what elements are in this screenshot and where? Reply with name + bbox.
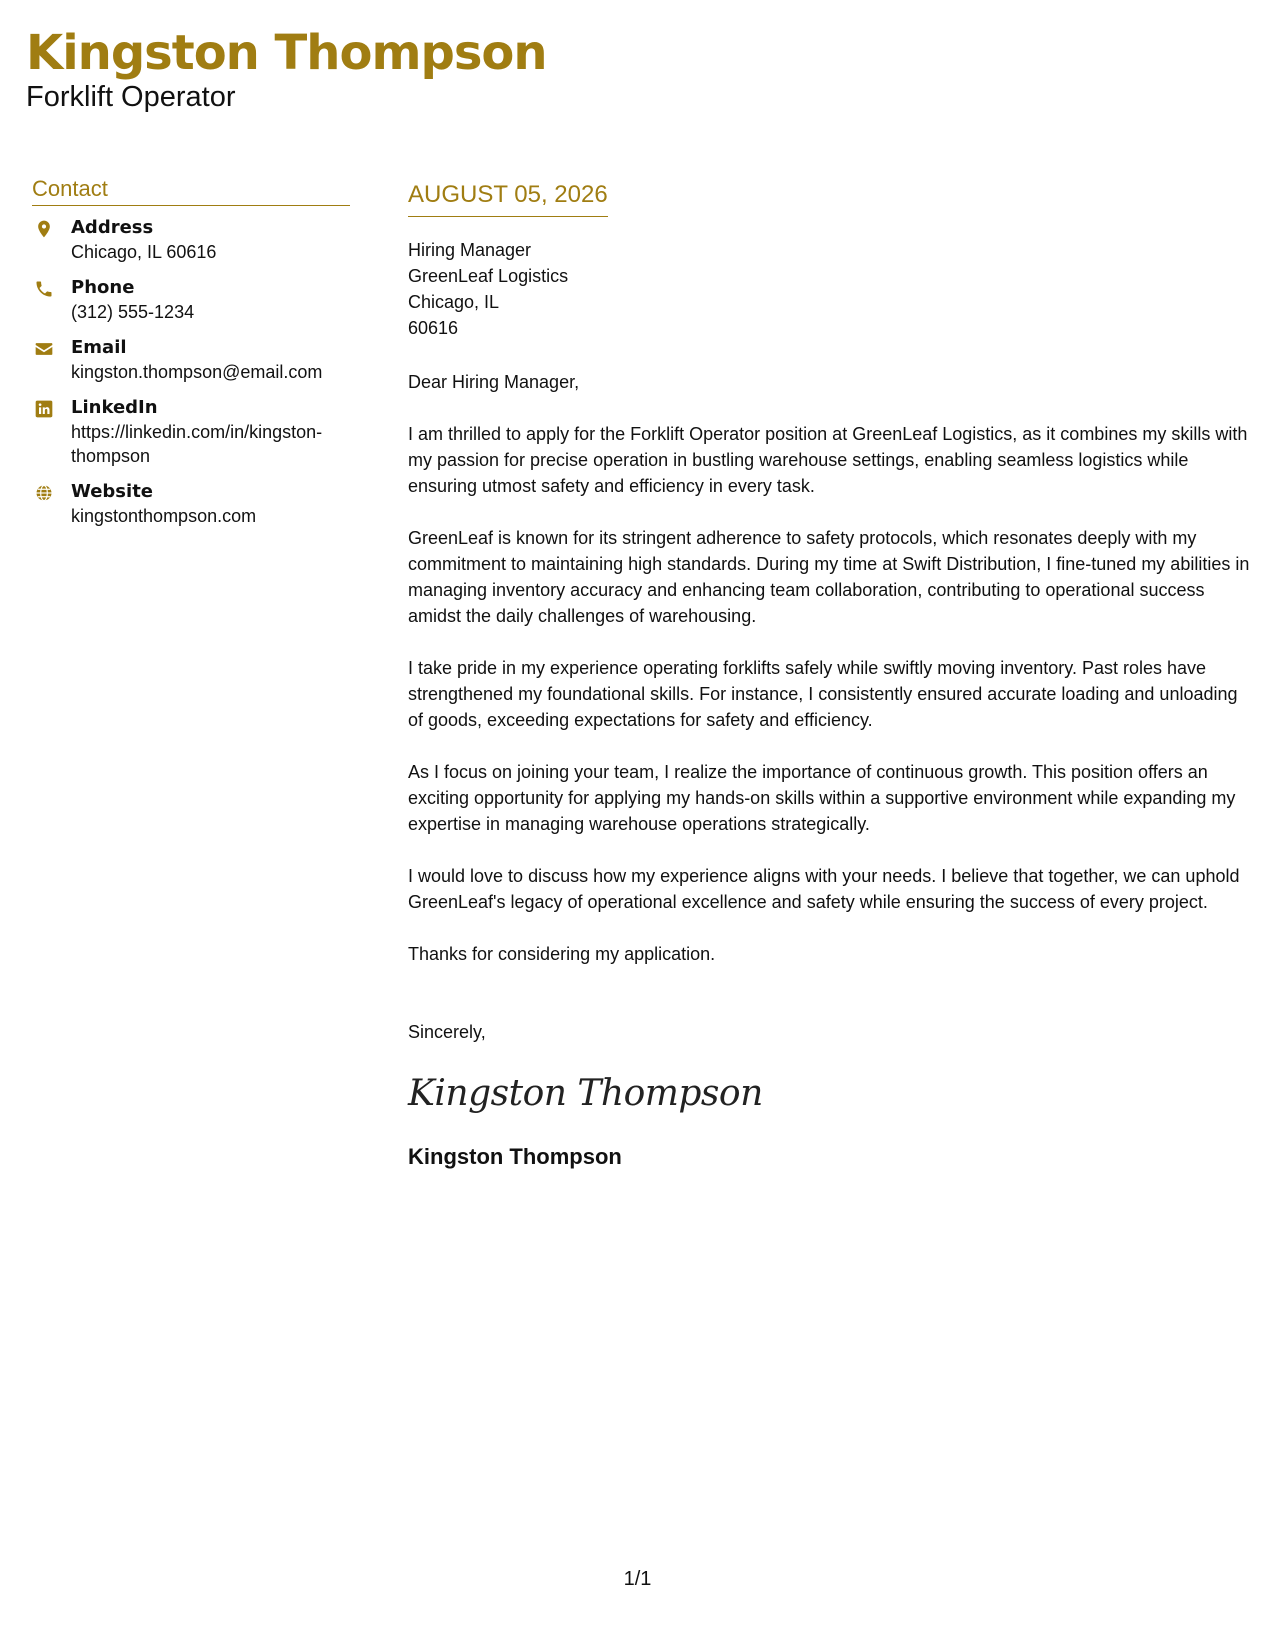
body-paragraph: I am thrilled to apply for the Forklift Operator position at GreenLeaf Logistics, as it combines my skills with my passion for precise operation in bustling warehouse settings, enabling seamless logistics while ensuring utmost safety and efficiency in every task. (408, 424, 1248, 496)
website-link[interactable]: kingstonthompson.com (71, 506, 257, 526)
body-paragraph: I would love to discuss how my experience aligns with your needs. I believe that together, we can uphold GreenLeaf's legacy of operational excellence and safety while ensuring the success of every project. (408, 866, 1240, 912)
letter-header (26, 24, 547, 114)
signer-name: Kingston Thompson (408, 1144, 622, 1169)
recipient-line: Chicago, IL (408, 292, 500, 312)
contact-value: Chicago, IL 60616 (71, 242, 217, 262)
contact-label: Address (71, 217, 154, 238)
globe-icon (32, 481, 56, 505)
body-paragraph: GreenLeaf is known for its stringent adherence to safety protocols, which resonates deeply with my commitment to maintaining high standards. During my time at Swift Distribution, I fine-tuned my abilities in managing inventory accuracy and enhancing team collaboration, contributing to operational success amidst the daily challenges of warehousing. (408, 528, 1250, 626)
page-number: 1/1 (623, 1568, 652, 1590)
contact-heading: Contact (32, 176, 350, 206)
salutation: Dear Hiring Manager, (408, 372, 580, 392)
contact-label: Email (71, 337, 127, 358)
map-pin-icon (32, 217, 56, 241)
body-paragraph: I take pride in my experience operating forklifts safely while swiftly moving inventory. Past roles have strengthened my foundational skills. For instance, I consistently ensured accurate loading and unloading of goods, exceeding expectations for safety and efficiency. (408, 658, 1238, 730)
recipient-block (408, 237, 1250, 341)
contact-email (32, 336, 350, 384)
contact-phone (32, 276, 350, 324)
contact-list (32, 216, 350, 528)
linkedin-link[interactable]: https://linkedin.com/in/kingston-thompson (71, 422, 323, 466)
letter-date: AUGUST 05, 2026 (408, 180, 608, 217)
contact-value: (312) 555-1234 (71, 302, 195, 322)
contact-label: LinkedIn (71, 397, 158, 418)
email-link[interactable]: kingston.thompson@email.com (71, 362, 323, 382)
signoff: Sincerely, (408, 1022, 486, 1042)
applicant-name: Kingston Thompson (26, 25, 547, 81)
handwritten-signature: Kingston Thompson (408, 1073, 763, 1114)
recipient-line: 60616 (408, 318, 459, 338)
job-title: Forklift Operator (26, 81, 236, 113)
body-paragraph: As I focus on joining your team, I realize the importance of continuous growth. This position offers an exciting opportunity for applying my hands-on skills within a supportive environment while expanding my expertise in managing warehouse operations strategically. (408, 762, 1236, 834)
closing-thanks: Thanks for considering my application. (408, 944, 716, 964)
contact-linkedin (32, 396, 350, 468)
contact-address (32, 216, 350, 264)
envelope-icon (32, 337, 56, 361)
phone-icon (32, 277, 56, 301)
contact-sidebar (32, 176, 350, 540)
linkedin-icon (32, 397, 56, 421)
recipient-line: GreenLeaf Logistics (408, 266, 569, 286)
contact-label: Phone (71, 277, 135, 298)
contact-website (32, 480, 350, 528)
letter-body (408, 180, 1250, 1171)
recipient-line: Hiring Manager (408, 240, 532, 260)
contact-label: Website (71, 481, 154, 502)
